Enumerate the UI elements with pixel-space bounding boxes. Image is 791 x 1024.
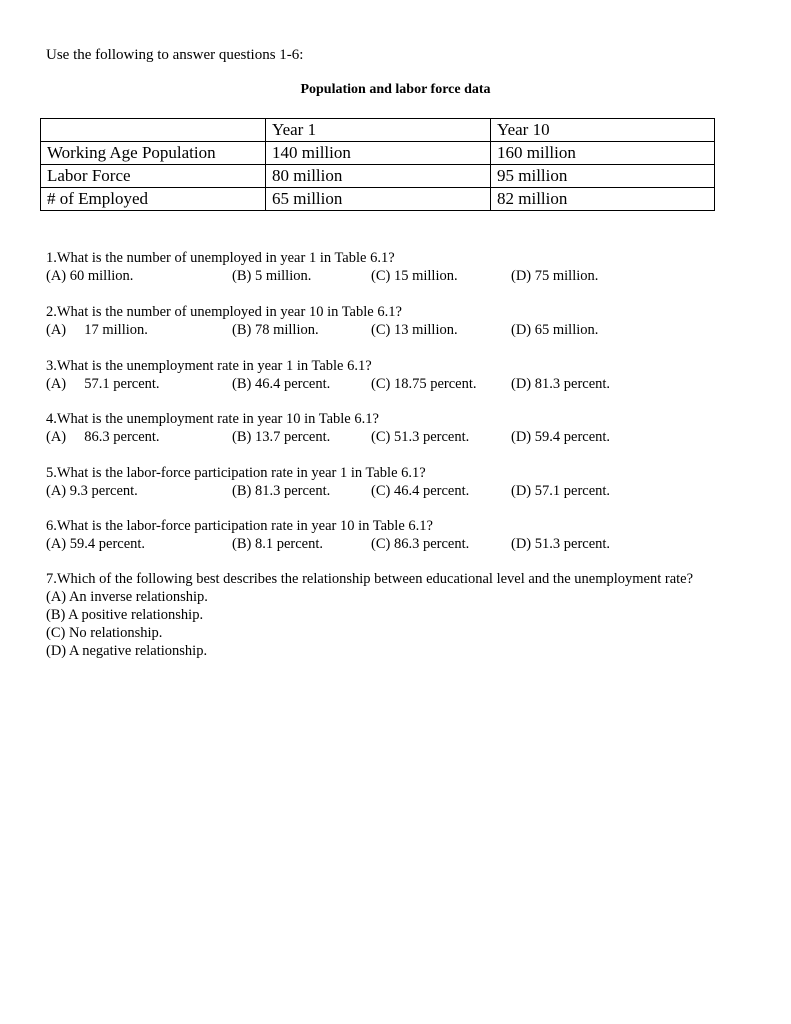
question-5 <box>46 464 746 500</box>
table-cell: 140 million <box>266 142 491 165</box>
table-header-row <box>41 119 715 142</box>
option-b: (B) 78 million. <box>232 322 319 338</box>
table-cell: 95 million <box>491 165 715 188</box>
option-c: (C) 18.75 percent. <box>371 376 477 392</box>
option-c: (C) 51.3 percent. <box>371 429 470 445</box>
question-stem: 6.What is the labor-force participation rate in year 10 in Table 6.1? <box>46 518 433 534</box>
option-d: (D) 81.3 percent. <box>511 376 611 392</box>
option-b: (B) 8.1 percent. <box>232 536 323 552</box>
table-header-cell: Year 10 <box>491 119 715 142</box>
table-cell: # of Employed <box>41 188 266 211</box>
option-c: (C) 13 million. <box>371 322 458 338</box>
option-a: (A) 60 million. <box>46 268 134 284</box>
intro-text: Use the following to answer questions 1-6: <box>46 47 304 63</box>
option-b: (B) 5 million. <box>232 268 312 284</box>
table-cell: 82 million <box>491 188 715 211</box>
population-table <box>40 118 715 211</box>
option-a: (A) 17 million. <box>46 322 148 338</box>
question-options <box>46 267 746 285</box>
option-a: (A) An inverse relationship. <box>46 589 208 605</box>
question-stem: 1.What is the number of unemployed in year 1 in Table 6.1? <box>46 250 395 266</box>
question-3 <box>46 357 746 393</box>
question-4 <box>46 410 746 446</box>
option-d: (D) 59.4 percent. <box>511 429 611 445</box>
option-d: (D) 57.1 percent. <box>511 483 611 499</box>
option-c: (C) 15 million. <box>371 268 458 284</box>
question-options <box>46 428 746 446</box>
option-d: (D) 75 million. <box>511 268 599 284</box>
question-options <box>46 375 746 393</box>
option-d: (D) A negative relationship. <box>46 643 208 659</box>
question-options <box>46 535 746 553</box>
option-a: (A) 59.4 percent. <box>46 536 146 552</box>
table-header-cell: Year 1 <box>266 119 491 142</box>
option-b: (B) A positive relationship. <box>46 607 204 623</box>
option-a: (A) 9.3 percent. <box>46 483 138 499</box>
option-d: (D) 65 million. <box>511 322 599 338</box>
question-1 <box>46 249 746 285</box>
question-2 <box>46 303 746 339</box>
question-stem: 3.What is the unemployment rate in year 1 in Table 6.1? <box>46 358 372 374</box>
option-b: (B) 81.3 percent. <box>232 483 331 499</box>
option-d: (D) 51.3 percent. <box>511 536 611 552</box>
option-a: (A) 57.1 percent. <box>46 376 160 392</box>
question-stem: 7.Which of the following best describes the relationship between educational level and the unemployment rate? <box>46 571 694 587</box>
question-stem: 5.What is the labor-force participation rate in year 1 in Table 6.1? <box>46 465 426 481</box>
option-c: (C) 46.4 percent. <box>371 483 470 499</box>
table-cell: Labor Force <box>41 165 266 188</box>
option-b: (B) 46.4 percent. <box>232 376 331 392</box>
table-title: Population and labor force data <box>300 82 491 97</box>
table-row <box>41 188 715 211</box>
question-options <box>46 482 746 500</box>
table-cell: Working Age Population <box>41 142 266 165</box>
option-a: (A) 86.3 percent. <box>46 429 160 445</box>
table-row <box>41 165 715 188</box>
table-cell: 80 million <box>266 165 491 188</box>
table-header-cell <box>41 119 266 142</box>
question-7 <box>46 570 693 660</box>
question-stem: 2.What is the number of unemployed in year 10 in Table 6.1? <box>46 304 402 320</box>
table-cell: 65 million <box>266 188 491 211</box>
question-6 <box>46 517 746 553</box>
option-b: (B) 13.7 percent. <box>232 429 331 445</box>
question-options <box>46 321 746 339</box>
question-stem: 4.What is the unemployment rate in year 10 in Table 6.1? <box>46 411 379 427</box>
table-cell: 160 million <box>491 142 715 165</box>
option-c: (C) No relationship. <box>46 625 163 641</box>
table-row <box>41 142 715 165</box>
option-c: (C) 86.3 percent. <box>371 536 470 552</box>
